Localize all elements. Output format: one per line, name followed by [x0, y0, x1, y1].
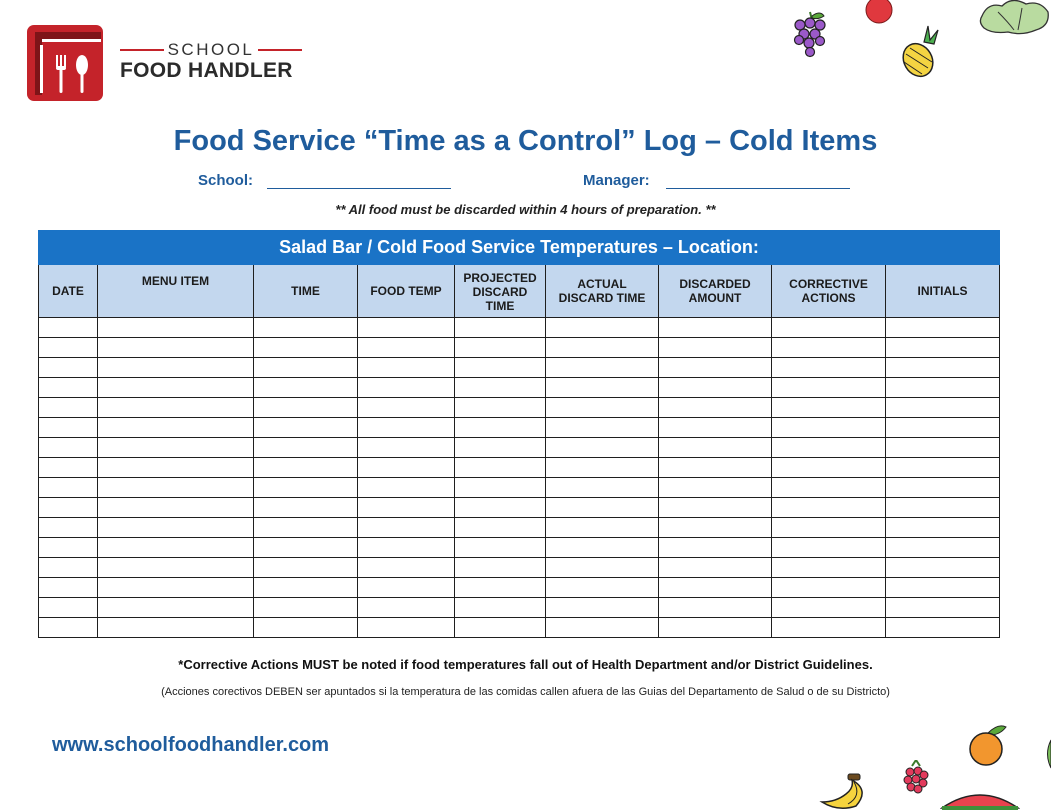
table-cell[interactable]: [659, 358, 772, 378]
table-cell[interactable]: [886, 358, 1000, 378]
table-cell[interactable]: [546, 398, 659, 418]
table-cell[interactable]: [886, 378, 1000, 398]
col-header-label: DISCARD TIME: [558, 291, 646, 305]
table-cell[interactable]: [358, 498, 455, 518]
table-cell[interactable]: [455, 338, 546, 358]
table-cell[interactable]: [546, 358, 659, 378]
table-cell[interactable]: [358, 478, 455, 498]
table-cell[interactable]: [39, 458, 98, 478]
log-table: [38, 230, 1000, 638]
table-cell[interactable]: [39, 378, 98, 398]
table-row: [39, 598, 1000, 618]
table-cell[interactable]: [39, 538, 98, 558]
table-cell[interactable]: [455, 618, 546, 638]
table-cell[interactable]: [358, 598, 455, 618]
table-row: [39, 518, 1000, 538]
manager-label: Manager:: [583, 172, 650, 189]
table-cell[interactable]: [659, 578, 772, 598]
leaf-icon: [1044, 738, 1051, 770]
table-cell[interactable]: [546, 538, 659, 558]
table-cell[interactable]: [886, 518, 1000, 538]
manager-field[interactable]: [666, 188, 850, 189]
table-cell[interactable]: [659, 598, 772, 618]
table-cell[interactable]: [455, 418, 546, 438]
table-cell[interactable]: [98, 498, 254, 518]
table-cell[interactable]: [254, 338, 358, 358]
table-cell[interactable]: [772, 358, 886, 378]
table-cell[interactable]: [39, 578, 98, 598]
table-cell[interactable]: [455, 478, 546, 498]
col-header-time: TIME: [254, 265, 358, 318]
table-cell[interactable]: [772, 458, 886, 478]
table-cell[interactable]: [358, 458, 455, 478]
col-header-label: AMOUNT: [688, 291, 742, 305]
table-cell[interactable]: [455, 318, 546, 338]
table-cell[interactable]: [358, 398, 455, 418]
watermelon-icon: [940, 788, 1020, 810]
table-row: [39, 498, 1000, 518]
table-cell[interactable]: [254, 498, 358, 518]
col-header-label: PROJECTED: [463, 271, 537, 285]
table-cell[interactable]: [886, 498, 1000, 518]
table-cell[interactable]: [98, 478, 254, 498]
table-cell[interactable]: [659, 458, 772, 478]
table-cell[interactable]: [254, 578, 358, 598]
table-cell[interactable]: [98, 358, 254, 378]
col-header-label: CORRECTIVE: [789, 277, 868, 291]
table-cell[interactable]: [772, 418, 886, 438]
table-cell[interactable]: [39, 318, 98, 338]
table-cell[interactable]: [455, 498, 546, 518]
table-cell[interactable]: [546, 558, 659, 578]
col-header-initials: INITIALS: [886, 265, 1000, 318]
table-row: [39, 478, 1000, 498]
table-cell[interactable]: [546, 518, 659, 538]
table-cell[interactable]: [98, 458, 254, 478]
corrective-actions-note-spanish: (Acciones corectivos DEBEN ser apuntados si la temperatura de las comidas callen afuera de las Guias del Departamento de Salud o de su Districto): [161, 686, 890, 698]
school-field[interactable]: [267, 188, 451, 189]
col-header-label: DISCARDED: [679, 277, 751, 291]
col-header-label: ACTIONS: [801, 291, 856, 305]
col-header-actual-discard-time: [546, 265, 659, 318]
grapes-icon: [790, 8, 830, 58]
table-row: [39, 418, 1000, 438]
table-cell[interactable]: [39, 618, 98, 638]
table-cell[interactable]: [546, 498, 659, 518]
table-cell[interactable]: [39, 398, 98, 418]
table-cell[interactable]: [659, 418, 772, 438]
table-cell[interactable]: [455, 518, 546, 538]
website-link[interactable]: www.schoolfoodhandler.com: [52, 734, 330, 756]
logo-icon: [27, 25, 103, 101]
table-cell[interactable]: [98, 578, 254, 598]
table-row: [39, 318, 1000, 338]
table-cell[interactable]: [254, 318, 358, 338]
table-cell[interactable]: [98, 538, 254, 558]
table-row: [39, 398, 1000, 418]
table-cell[interactable]: [772, 378, 886, 398]
table-cell[interactable]: [254, 358, 358, 378]
table-cell[interactable]: [886, 458, 1000, 478]
table-cell[interactable]: [98, 618, 254, 638]
table-cell[interactable]: [254, 378, 358, 398]
table-cell[interactable]: [98, 378, 254, 398]
table-cell[interactable]: [254, 418, 358, 438]
table-cell[interactable]: [455, 598, 546, 618]
table-cell[interactable]: [98, 418, 254, 438]
table-cell[interactable]: [546, 618, 659, 638]
table-cell[interactable]: [455, 438, 546, 458]
col-header-label: TIME: [485, 299, 515, 313]
table-cell[interactable]: [98, 438, 254, 458]
table-cell[interactable]: [98, 558, 254, 578]
logo-text-brand: FOOD HANDLER: [120, 59, 293, 82]
table-cell[interactable]: [886, 478, 1000, 498]
table-cell[interactable]: [659, 378, 772, 398]
table-cell[interactable]: [886, 538, 1000, 558]
pineapple-icon: [898, 24, 942, 80]
table-cell[interactable]: [546, 438, 659, 458]
table-cell[interactable]: [546, 418, 659, 438]
table-cell[interactable]: [659, 558, 772, 578]
banana-icon: [818, 772, 872, 810]
table-cell[interactable]: [455, 578, 546, 598]
col-header-projected-discard-time: [455, 265, 546, 318]
table-cell[interactable]: [546, 598, 659, 618]
table-cell[interactable]: [546, 478, 659, 498]
table-cell[interactable]: [659, 318, 772, 338]
table-cell[interactable]: [659, 618, 772, 638]
table-cell[interactable]: [39, 558, 98, 578]
table-cell[interactable]: [546, 318, 659, 338]
table-row: [39, 458, 1000, 478]
table-cell[interactable]: [254, 618, 358, 638]
table-cell[interactable]: [546, 378, 659, 398]
discard-note: ** All food must be discarded within 4 hours of preparation. **: [335, 202, 716, 217]
table-cell[interactable]: [772, 598, 886, 618]
table-cell[interactable]: [772, 398, 886, 418]
table-cell[interactable]: [98, 398, 254, 418]
table-cell[interactable]: [358, 378, 455, 398]
table-cell[interactable]: [772, 438, 886, 458]
table-cell[interactable]: [98, 338, 254, 358]
table-cell[interactable]: [254, 478, 358, 498]
table-cell[interactable]: [254, 458, 358, 478]
table-cell[interactable]: [886, 398, 1000, 418]
table-cell[interactable]: [659, 538, 772, 558]
table-row: [39, 378, 1000, 398]
table-cell[interactable]: [772, 618, 886, 638]
table-cell[interactable]: [455, 558, 546, 578]
table-cell[interactable]: [39, 358, 98, 378]
table-cell[interactable]: [772, 538, 886, 558]
col-header-label: DISCARD: [472, 285, 528, 299]
table-cell[interactable]: [358, 538, 455, 558]
table-cell[interactable]: [886, 598, 1000, 618]
table-cell[interactable]: [358, 558, 455, 578]
table-cell[interactable]: [772, 478, 886, 498]
table-cell[interactable]: [455, 378, 546, 398]
table-cell[interactable]: [455, 358, 546, 378]
table-cell[interactable]: [39, 478, 98, 498]
table-cell[interactable]: [659, 478, 772, 498]
table-cell[interactable]: [254, 598, 358, 618]
col-header-discarded-amount: [659, 265, 772, 318]
table-cell[interactable]: [886, 618, 1000, 638]
table-cell[interactable]: [98, 598, 254, 618]
table-cell[interactable]: [546, 338, 659, 358]
table-cell[interactable]: [358, 318, 455, 338]
table-cell[interactable]: [39, 418, 98, 438]
table-body: [39, 318, 1000, 638]
table-cell[interactable]: [254, 398, 358, 418]
col-header-label: ACTUAL: [577, 277, 627, 291]
table-cell[interactable]: [772, 318, 886, 338]
table-cell[interactable]: [358, 358, 455, 378]
table-row: [39, 438, 1000, 458]
table-cell[interactable]: [772, 338, 886, 358]
table-cell[interactable]: [98, 318, 254, 338]
table-cell[interactable]: [358, 418, 455, 438]
table-cell[interactable]: [455, 538, 546, 558]
col-header-menu-item: MENU ITEM: [98, 265, 254, 318]
table-cell[interactable]: [358, 338, 455, 358]
logo-text-school: SCHOOL: [167, 40, 255, 59]
table-cell[interactable]: [39, 518, 98, 538]
table-cell[interactable]: [98, 518, 254, 538]
table-cell[interactable]: [39, 438, 98, 458]
table-cell[interactable]: [455, 398, 546, 418]
table-cell[interactable]: [455, 458, 546, 478]
table-row: [39, 618, 1000, 638]
table-cell[interactable]: [772, 498, 886, 518]
page-title: Food Service “Time as a Control” Log – Cold Items: [173, 125, 878, 157]
table-cell[interactable]: [358, 438, 455, 458]
table-cell[interactable]: [886, 318, 1000, 338]
table-cell[interactable]: [358, 618, 455, 638]
table-cell[interactable]: [254, 438, 358, 458]
table-cell[interactable]: [39, 598, 98, 618]
table-row: [39, 558, 1000, 578]
apple-icon: [863, 0, 895, 26]
table-cell[interactable]: [546, 458, 659, 478]
table-cell[interactable]: [886, 418, 1000, 438]
table-cell[interactable]: [886, 558, 1000, 578]
table-cell[interactable]: [886, 338, 1000, 358]
table-row: [39, 578, 1000, 598]
orange-icon: [966, 723, 1010, 769]
table-cell[interactable]: [886, 438, 1000, 458]
table-cell[interactable]: [659, 498, 772, 518]
table-cell[interactable]: [358, 518, 455, 538]
table-cell[interactable]: [659, 518, 772, 538]
table-cell[interactable]: [254, 518, 358, 538]
table-cell[interactable]: [772, 578, 886, 598]
table-cell[interactable]: [254, 538, 358, 558]
table-cell[interactable]: [39, 498, 98, 518]
table-row: [39, 358, 1000, 378]
col-header-date: DATE: [39, 265, 98, 318]
school-label: School:: [198, 172, 253, 189]
table-cell[interactable]: [772, 558, 886, 578]
corrective-actions-note: *Corrective Actions MUST be noted if food temperatures fall out of Health Department and/or District Guidelines.: [178, 657, 873, 672]
table-cell[interactable]: [39, 338, 98, 358]
raspberry-icon: [900, 760, 932, 796]
table-cell[interactable]: [659, 338, 772, 358]
table-cell[interactable]: [546, 578, 659, 598]
col-header-food-temp: FOOD TEMP: [358, 265, 455, 318]
table-cell[interactable]: [886, 578, 1000, 598]
table-banner: Salad Bar / Cold Food Service Temperatures – Location:: [39, 231, 1000, 265]
lettuce-icon: [978, 0, 1051, 36]
table-row: [39, 538, 1000, 558]
col-header-corrective-actions: [772, 265, 886, 318]
table-cell[interactable]: [659, 398, 772, 418]
table-row: [39, 338, 1000, 358]
table-cell[interactable]: [659, 438, 772, 458]
table-cell[interactable]: [358, 578, 455, 598]
table-cell[interactable]: [254, 558, 358, 578]
table-cell[interactable]: [772, 518, 886, 538]
